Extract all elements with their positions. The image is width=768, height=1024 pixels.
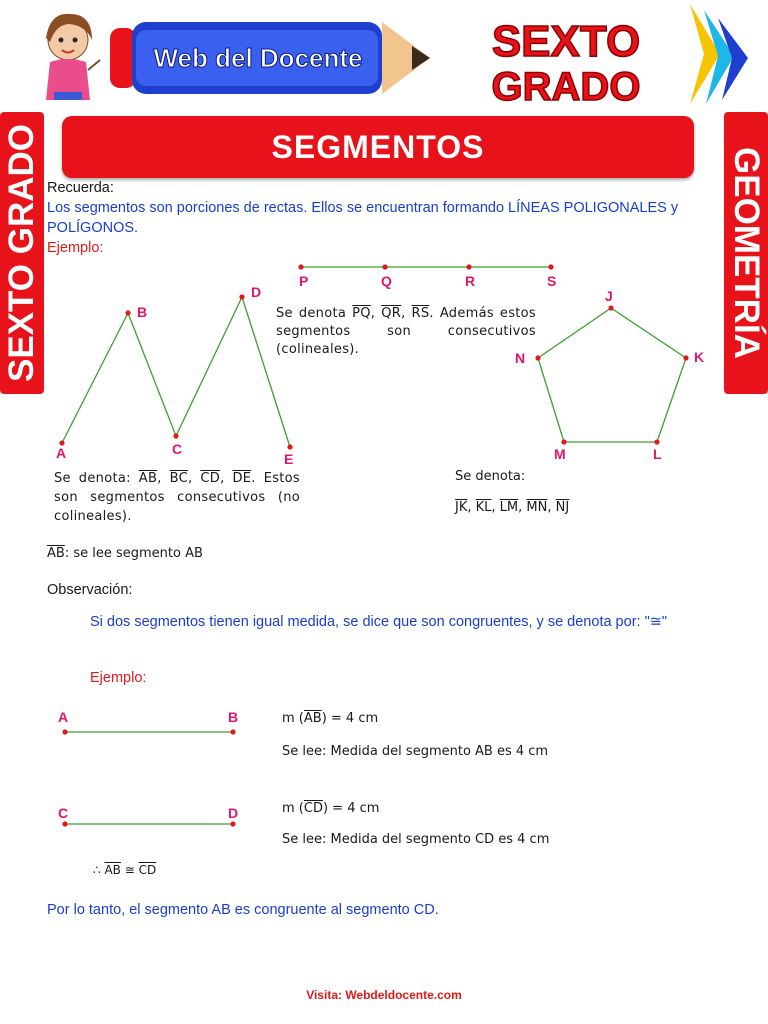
seg-kl: $\overline{KL}$ xyxy=(475,500,492,515)
measure-ab-prefix: m ( xyxy=(282,711,304,726)
seg-nj: $\overline{NJ}$ xyxy=(555,500,570,515)
ab-reading-segment: $\overline{AB}$ xyxy=(47,546,65,561)
zigzag-caption: Se denota: $\overline{AB}$, $\overline{BC}$, $\overline{CD}$, $\overline{DE}$. Estos son segmentos consecutivos (no colineales). xyxy=(54,471,301,524)
seg-jk: $\overline{JK}$ xyxy=(455,500,468,515)
pentagon-caption-title: Se denota: xyxy=(455,469,526,484)
footer-link[interactable]: Visita: Webdeldocente.com xyxy=(306,988,462,1002)
therefore-symbol: ∴ xyxy=(93,863,101,877)
label-e: E xyxy=(284,451,294,467)
measure-cd-suffix: ) = 4 cm xyxy=(322,801,380,816)
grade-badge xyxy=(440,4,748,109)
point-n xyxy=(535,355,540,360)
point-r xyxy=(466,264,471,269)
zigzag-caption-prefix: Se denota: xyxy=(54,471,139,486)
figures-svg xyxy=(0,250,768,475)
label-k: K xyxy=(694,349,705,365)
point-c xyxy=(173,433,178,438)
seg-cd-label-c: C xyxy=(58,805,69,821)
label-r: R xyxy=(465,273,476,289)
reading-cd: Se lee: Medida del segmento CD es 4 cm xyxy=(282,832,550,847)
point-b xyxy=(125,310,130,315)
teacher-avatar-icon xyxy=(46,14,100,100)
label-n: N xyxy=(515,350,526,366)
seg-ab-label-b: B xyxy=(228,709,239,725)
ab-reading-text: : se lee segmento AB xyxy=(64,546,203,561)
label-b: B xyxy=(137,304,148,320)
side-label-left: SEXTO GRADO xyxy=(0,112,44,394)
point-j xyxy=(608,305,613,310)
label-c: C xyxy=(172,441,183,457)
seg-bc: $\overline{BC}$ xyxy=(169,471,188,486)
congruent-symbol: ≅ xyxy=(124,863,135,877)
seg-qr: $\overline{QR}$ xyxy=(381,306,402,321)
observacion-label: Observación: xyxy=(47,582,133,598)
seg-ab-label-a: A xyxy=(58,709,69,725)
zigzag-polyline xyxy=(62,297,290,447)
point-k xyxy=(683,355,688,360)
therefore-left: $\overline{AB}$ xyxy=(104,863,121,877)
side-label-right: GEOMETRÍA xyxy=(724,112,768,394)
congruent-segments-svg xyxy=(40,700,270,840)
seg-pq: $\overline{PQ}$ xyxy=(352,306,371,321)
intro-text: Los segmentos son porciones de rectas. Ellos se encuentran formando LÍNEAS POLIGONALES y POLÍGONOS. xyxy=(47,200,679,236)
label-l: L xyxy=(653,446,662,462)
zigzag-caption-suffix: . Estos son segmentos consecutivos (no colineales). xyxy=(54,471,301,524)
pentagon-caption-segments: $\overline{JK}$, $\overline{KL}$, $\overline{LM}$, $\overline{MN}$, $\overline{NJ}$ xyxy=(455,500,570,515)
therefore-statement xyxy=(93,863,156,877)
point-p xyxy=(298,264,303,269)
ejemplo-label-2: Ejemplo: xyxy=(90,670,147,686)
seg-cd-point-c xyxy=(62,821,67,826)
point-d xyxy=(239,294,244,299)
conclusion-text: Por lo tanto, el segmento AB es congruente al segmento CD. xyxy=(47,902,439,918)
header-art xyxy=(0,0,768,110)
seg-lm: $\overline{LM}$ xyxy=(499,500,519,515)
label-s: S xyxy=(547,273,557,289)
seg-de: $\overline{DE}$ xyxy=(232,471,252,486)
observacion-text: Si dos segmentos tienen igual medida, se dice que son congruentes, y se denota por: "≅" xyxy=(90,614,668,630)
page-title: SEGMENTOS xyxy=(62,116,694,178)
line-caption: Se denota $\overline{PQ}$, $\overline{QR}$, $\overline{RS}$. Además estos segmentos son consecutivos (colineales). xyxy=(276,306,537,357)
pencil-logo-icon xyxy=(110,22,430,94)
label-a: A xyxy=(56,445,67,461)
measure-cd-segment: $\overline{CD}$ xyxy=(303,801,323,816)
ab-reading xyxy=(47,546,203,561)
reading-ab: Se lee: Medida del segmento AB es 4 cm xyxy=(282,744,549,759)
measure-ab xyxy=(282,711,378,726)
pentagon xyxy=(538,308,686,442)
point-q xyxy=(382,264,387,269)
point-l xyxy=(654,439,659,444)
header-banner xyxy=(0,0,768,110)
grade-badge-line1: SEXTO xyxy=(491,17,641,66)
seg-cd: $\overline{CD}$ xyxy=(200,471,221,486)
measure-ab-suffix: ) = 4 cm xyxy=(321,711,379,726)
seg-rs: $\overline{RS}$ xyxy=(411,306,430,321)
seg-ab: $\overline{AB}$ xyxy=(138,471,158,486)
seg-ab-point-a xyxy=(62,729,67,734)
therefore-right: $\overline{CD}$ xyxy=(138,863,157,877)
recuerda-label: Recuerda: xyxy=(47,180,114,196)
point-m xyxy=(561,439,566,444)
label-j: J xyxy=(605,288,613,304)
label-p: P xyxy=(299,273,309,289)
seg-cd-label-d: D xyxy=(228,805,239,821)
measure-cd xyxy=(282,801,379,816)
point-s xyxy=(548,264,553,269)
seg-ab-point-b xyxy=(230,729,235,734)
label-q: Q xyxy=(381,273,392,289)
seg-mn: $\overline{MN}$ xyxy=(526,500,548,515)
logo-text: Web del Docente xyxy=(153,43,363,73)
line-caption-prefix: Se denota xyxy=(276,306,353,321)
label-m: M xyxy=(554,446,566,462)
grade-badge-line2: GRADO xyxy=(491,65,641,109)
label-d: D xyxy=(251,284,262,300)
line-caption-suffix: . Además estos segmentos son consecutivos (colineales). xyxy=(276,306,537,357)
seg-cd-point-d xyxy=(230,821,235,826)
measure-cd-prefix: m ( xyxy=(282,801,304,816)
point-e xyxy=(287,444,292,449)
ejemplo-label-1: Ejemplo: xyxy=(47,240,104,256)
measure-ab-segment: $\overline{AB}$ xyxy=(303,711,322,726)
